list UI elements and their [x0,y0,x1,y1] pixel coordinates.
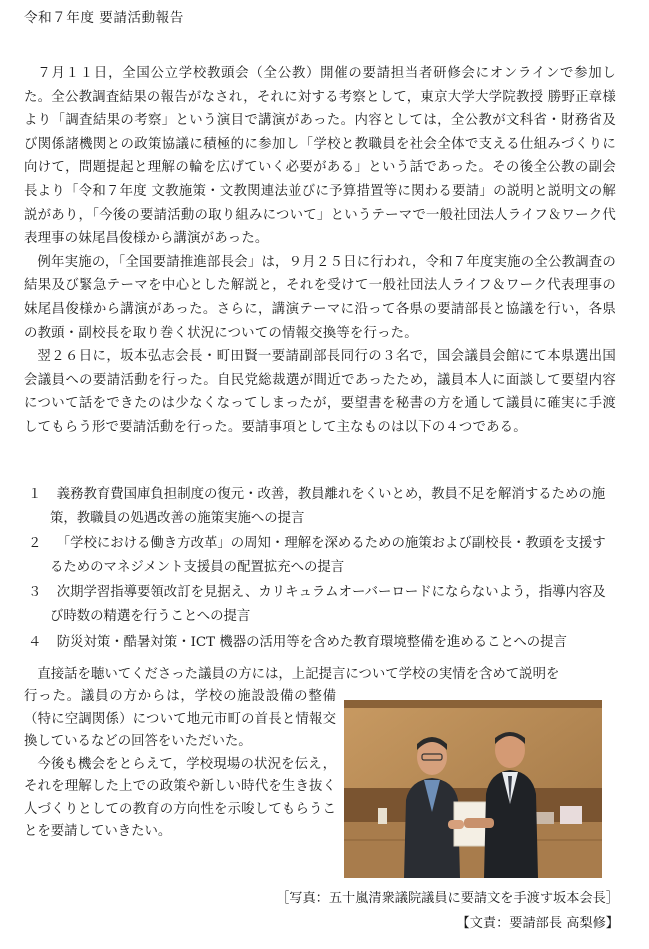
list-number: ２ [28,536,42,552]
report-body [24,62,616,440]
list-text: 「学校における働き方改革」の周知・理解を深めるための施策および副校長・教頭を支援するためのマネジメント支援員の配置拡充への提言 [50,536,606,575]
paragraph-1: ７月１１日，全国公立学校教頭会（全公教）開催の要請担当者研修会にオンラインで参加した。全公教調査結果の報告がなされ，それに対する考察として，東京大学大学院教授 勝野正章様より「調査結果の考察」という演目で講演があった。内容としては，全公教が文科省・財務省及び関係諸機関との政策協議に積極的に参加し「学校と教職員を社会全体で支える仕組みづくりに向けて，問題提起と理解の輪を広げていく必要がある」という話であった。その後全公教の副会長より「令和７年度 文教施策・文教関連法並びに予算措置等に関わる要請」の説明と説明文の解説があり，「今後の要請活動の取り組みについて」というテーマで一般社団法人ライフ＆ワーク代表理事の妹尾昌俊様から講演があった。 [24,66,616,247]
list-item [24,631,618,655]
closing-first-line: 直接話を聴いてくださった議員の方には，上記提言について学校の実情を含めて説明を [37,667,560,682]
shelf-ornament [560,806,582,824]
photo-illustration [344,700,602,878]
page-title: 令和７年度 要請活動報告 [24,10,184,26]
list-text: 次期学習指導要領改訂を見据え、カリキュラムオーバーロードにならないよう，指導内容及び時数の精選を行うことへの提言 [50,585,606,624]
paragraph-3: 翌２６日に，坂本弘志会長・町田賢一要請副部長同行の３名で，国会議員会館にて本県選出国会議員への要請活動を行った。自民党総裁選が間近であったため，議員本人に面談して要望内容について話をできたのは少なくなってしまったが，要望書を秘書の方を通して議員に確実に手渡してもらう形で要請活動を行った。要請事項として主なものは以下の４つである。 [24,349,616,435]
meeting-photo [344,700,602,878]
list-text: 防災対策・酷暑対策・ICT 機器の活用等を含めた教育環境整備を進めることへの提言 [56,634,567,650]
photo-caption: ［写真：五十嵐清衆議院議員に要請文を手渡す坂本会長］ [276,891,619,906]
paragraph-2: 例年実施の，「全国要請推進部長会」は，９月２５日に行われ，令和７年度実施の全公教調査の結果及び緊急テーマを中心とした解説と，それを受けて一般社団法人ライフ＆ワーク代表理事の妹尾昌俊様から講演があった。さらに，講演テーマに沿って各県の要請部長と協議を行い，各県の教頭・副校長を取り巻く状況についての情報交換等を行った。 [24,254,616,341]
closing-paragraph-2: 今後も機会をとらえて，学校現場の状況を伝え，それを理解した上での政策や新しい時代を生き抜く人づくりとしての教育の方向性を示唆してもらうことを要請していきたい。 [24,756,336,839]
list-text: 義務教育費国庫負担制度の復元・改善，教員離れをくいとめ，教員不足を解消するための施策，教職員の処遇改善の施策実施への提言 [50,487,606,526]
list-number: １ [28,487,42,502]
list-item [24,483,618,530]
closing-text [24,686,336,844]
author-credit: 【文責：要請部長 高梨修】 [456,916,619,931]
list-number: ３ [28,585,42,601]
shelf-ornament [378,808,387,824]
list-item [24,532,618,579]
list-item [24,581,618,628]
list-number: ４ [28,634,42,650]
request-list [24,483,618,656]
closing-paragraph-1: 行った。議員の方からは，学校の施設設備の整備（特に空調関係）について地元市町の首長と情報交換しているなどの回答をいただいた。 [24,689,336,749]
